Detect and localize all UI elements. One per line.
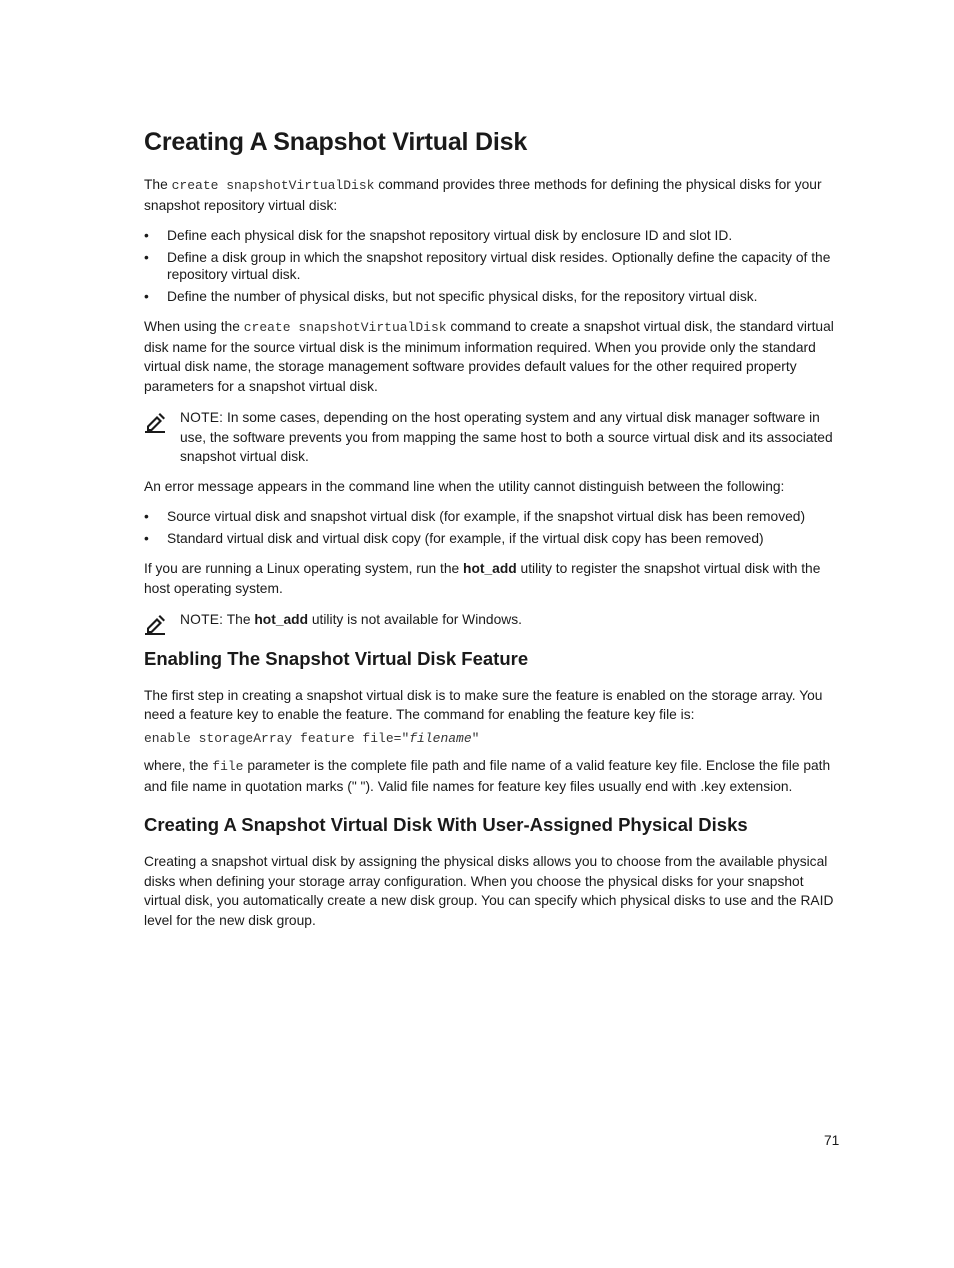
linux-post: utility to register the snapshot virtual disk with the host operating system.: [144, 561, 821, 596]
when-using-pre: When using the: [144, 319, 244, 334]
intro-paragraph: [144, 175, 840, 215]
note-2: [144, 610, 840, 630]
bullet: •: [144, 250, 149, 265]
list-item-text: Define a disk group in which the snapshot repository virtual disk resides. Optionally define the capacity of the repository virtual disk.: [167, 250, 831, 282]
note-post: utility is not available for Windows.: [308, 612, 522, 627]
note-pre: The: [223, 612, 255, 627]
file-parameter: file: [212, 759, 244, 774]
section-heading-user-assigned: Creating A Snapshot Virtual Disk With User-Assigned Physical Disks: [144, 814, 748, 835]
list-item: [144, 288, 840, 305]
error-cases-list: [144, 508, 840, 547]
note-text: In some cases, depending on the host operating system and any virtual disk manager software in use, the software prevents you from mapping the same host to both a source virtual disk and its associated snapshot virtual disk.: [180, 410, 833, 464]
when-using-command: create snapshotVirtualDisk: [243, 320, 447, 335]
bullet: •: [144, 289, 149, 304]
page-title: Creating A Snapshot Virtual Disk: [144, 128, 528, 156]
list-item: [144, 227, 840, 244]
where-mid: parameter is the complete file path and file name of a valid feature key file. Enclose the file path and file name in quotation marks (" "). Valid file names for feature key files usually end with: [144, 758, 831, 794]
where-paragraph: [144, 756, 840, 796]
linux-pre: If you are running a Linux operating system, run the: [144, 561, 464, 576]
when-using-post: command to create a snapshot virtual disk, the standard virtual disk name for the source virtual disk is the minimum information required. When you provide only the standard virtual disk name, the storage management software provides default values for the other required property parameters for a snapshot virtual disk.: [144, 319, 834, 394]
code-pre: enable storageArray feature file=": [144, 730, 410, 746]
bullet: •: [144, 228, 149, 243]
list-item-text: Source virtual disk and snapshot virtual disk (for example, if the snapshot virtual disk has been removed): [167, 509, 806, 524]
hot-add-utility: hot_add: [463, 561, 517, 576]
enabling-paragraph: The first step in creating a snapshot virtual disk is to make sure the feature is enabled on the storage array. You need a feature key to enable the feature. The command for enabling the feature key file is:: [144, 687, 823, 722]
when-using-paragraph: [144, 317, 840, 396]
where-post: extension.: [725, 778, 793, 794]
list-item: [144, 508, 840, 525]
note-1: [144, 408, 840, 467]
page-content: [144, 128, 840, 942]
pencil-note-icon: [144, 412, 166, 434]
page-number: 71: [824, 1133, 840, 1148]
intro-pre: The: [144, 177, 172, 192]
intro-post: command provides three methods for defining the physical disks for your snapshot repository virtual disk:: [144, 177, 822, 213]
list-item-text: Define the number of physical disks, but not specific physical disks, for the repository virtual disk.: [167, 289, 758, 304]
section-heading-enabling: Enabling The Snapshot Virtual Disk Feature: [144, 647, 529, 669]
code-post: ": [471, 730, 480, 746]
user-assigned-paragraph: Creating a snapshot virtual disk by assigning the physical disks allows you to choose from the available physical disks when defining your storage array configuration. When you choose the physical disks for your snapshot virtual disk, you automatically create a new disk group. You can specify which physical disks to use and the RAID level for the new disk group.: [144, 854, 834, 928]
enable-command: [144, 729, 840, 749]
code-variable: filename: [409, 730, 472, 746]
note-label: NOTE:: [180, 612, 224, 627]
list-item: [144, 530, 840, 547]
linux-paragraph: [144, 559, 840, 598]
pencil-note-icon: [144, 614, 166, 636]
list-item-text: Define each physical disk for the snapshot repository virtual disk by enclosure ID and slot ID.: [167, 228, 733, 243]
bullet: •: [144, 531, 149, 546]
methods-list: [144, 227, 840, 305]
note-label: NOTE:: [180, 410, 224, 425]
hot-add-utility: hot_add: [254, 612, 309, 627]
error-intro-paragraph: An error message appears in the command line when the utility cannot distinguish between the following:: [144, 478, 785, 494]
list-item-text: Standard virtual disk and virtual disk copy (for example, if the virtual disk copy has been removed): [167, 531, 764, 546]
list-item: [144, 249, 840, 283]
where-pre: where, the: [144, 758, 213, 773]
intro-command: create snapshotVirtualDisk: [171, 178, 375, 193]
key-extension: .key: [700, 778, 726, 794]
bullet: •: [144, 509, 149, 524]
